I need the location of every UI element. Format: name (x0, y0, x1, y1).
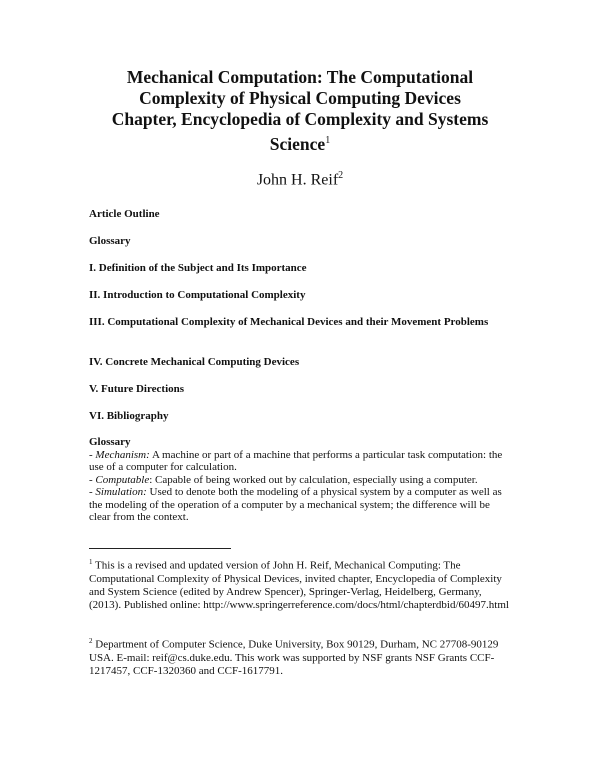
title-line-2: Complexity of Physical Computing Devices (139, 88, 461, 108)
outline-item-future-directions: V. Future Directions (89, 383, 185, 395)
glossary-entry (89, 486, 512, 524)
glossary-term: Simulation: (95, 486, 147, 498)
glossary-definition: A machine or part of a machine that performs a particular task computation: the use of a computer for calculation. (89, 448, 503, 473)
footnote-1 (89, 556, 512, 612)
author-footnote-mark[interactable]: 2 (338, 170, 344, 181)
title-line-4 (90, 130, 510, 155)
title-line-3: Chapter, Encyclopedia of Complexity and Systems (111, 109, 489, 129)
glossary-heading: Glossary (89, 436, 131, 448)
title-line-1: Mechanical Computation: The Computational (126, 67, 474, 87)
outline-heading: Article Outline (89, 208, 160, 220)
footnote-divider (89, 548, 231, 549)
outline-item-mechanical-devices: III. Computational Complexity of Mechanical Devices and their Movement Problems (89, 316, 489, 328)
footnote-mark: 2 (89, 637, 93, 645)
outline-item-introduction: II. Introduction to Computational Complexity (89, 289, 306, 301)
glossary-section (89, 436, 512, 524)
glossary-entry-prefix: - (89, 473, 96, 486)
glossary-term: Computable (95, 473, 150, 486)
footnote-text: Department of Computer Science, Duke University, Box 90129, Durham, NC 27708-90129 USA. E-mail: reif@cs.duke.edu. This work was supported by NSF grants NSF Grants CCF-1217457, CCF-1320360 and CCF-1617791. (89, 638, 499, 677)
glossary-entry-prefix: - (89, 486, 96, 498)
glossary-definition: Used to denote both the modeling of a physical system by a computer as well as the modeling of the operation of a computer by a mechanical system; the difference will be clear from the context. (89, 486, 502, 523)
footnote-mark: 1 (89, 558, 93, 566)
paper-title (90, 67, 510, 155)
title-line-4-text: Science (269, 133, 326, 154)
glossary-term: Mechanism: (95, 448, 150, 461)
footnote-text: This is a revised and updated version of John H. Reif, Mechanical Computing: The Computational Complexity of Physical Devices, invited chapter, Encyclopedia of Complexity and System Science (edited by Andrew Spencer), Springer-Verlag, Heidelberg, Germany, (2013). Published online: http://www.springerreference.com/docs/html/chapterdbid/60497.html (89, 559, 509, 611)
glossary-entry (89, 474, 512, 487)
author-name: John H. Reif (256, 171, 339, 189)
outline-item-bibliography: VI. Bibliography (89, 410, 169, 422)
footnote-2 (89, 635, 512, 678)
glossary-entry (89, 449, 512, 474)
outline-item-glossary: Glossary (89, 235, 131, 247)
outline-item-definition: I. Definition of the Subject and Its Importance (89, 262, 307, 274)
glossary-entry-prefix: - (89, 448, 96, 461)
outline-item-concrete-devices: IV. Concrete Mechanical Computing Devices (89, 356, 300, 368)
title-footnote-mark[interactable]: 1 (325, 135, 331, 146)
glossary-definition: : Capable of being worked out by calculation, especially using a computer. (149, 473, 478, 486)
author-line (0, 170, 600, 189)
